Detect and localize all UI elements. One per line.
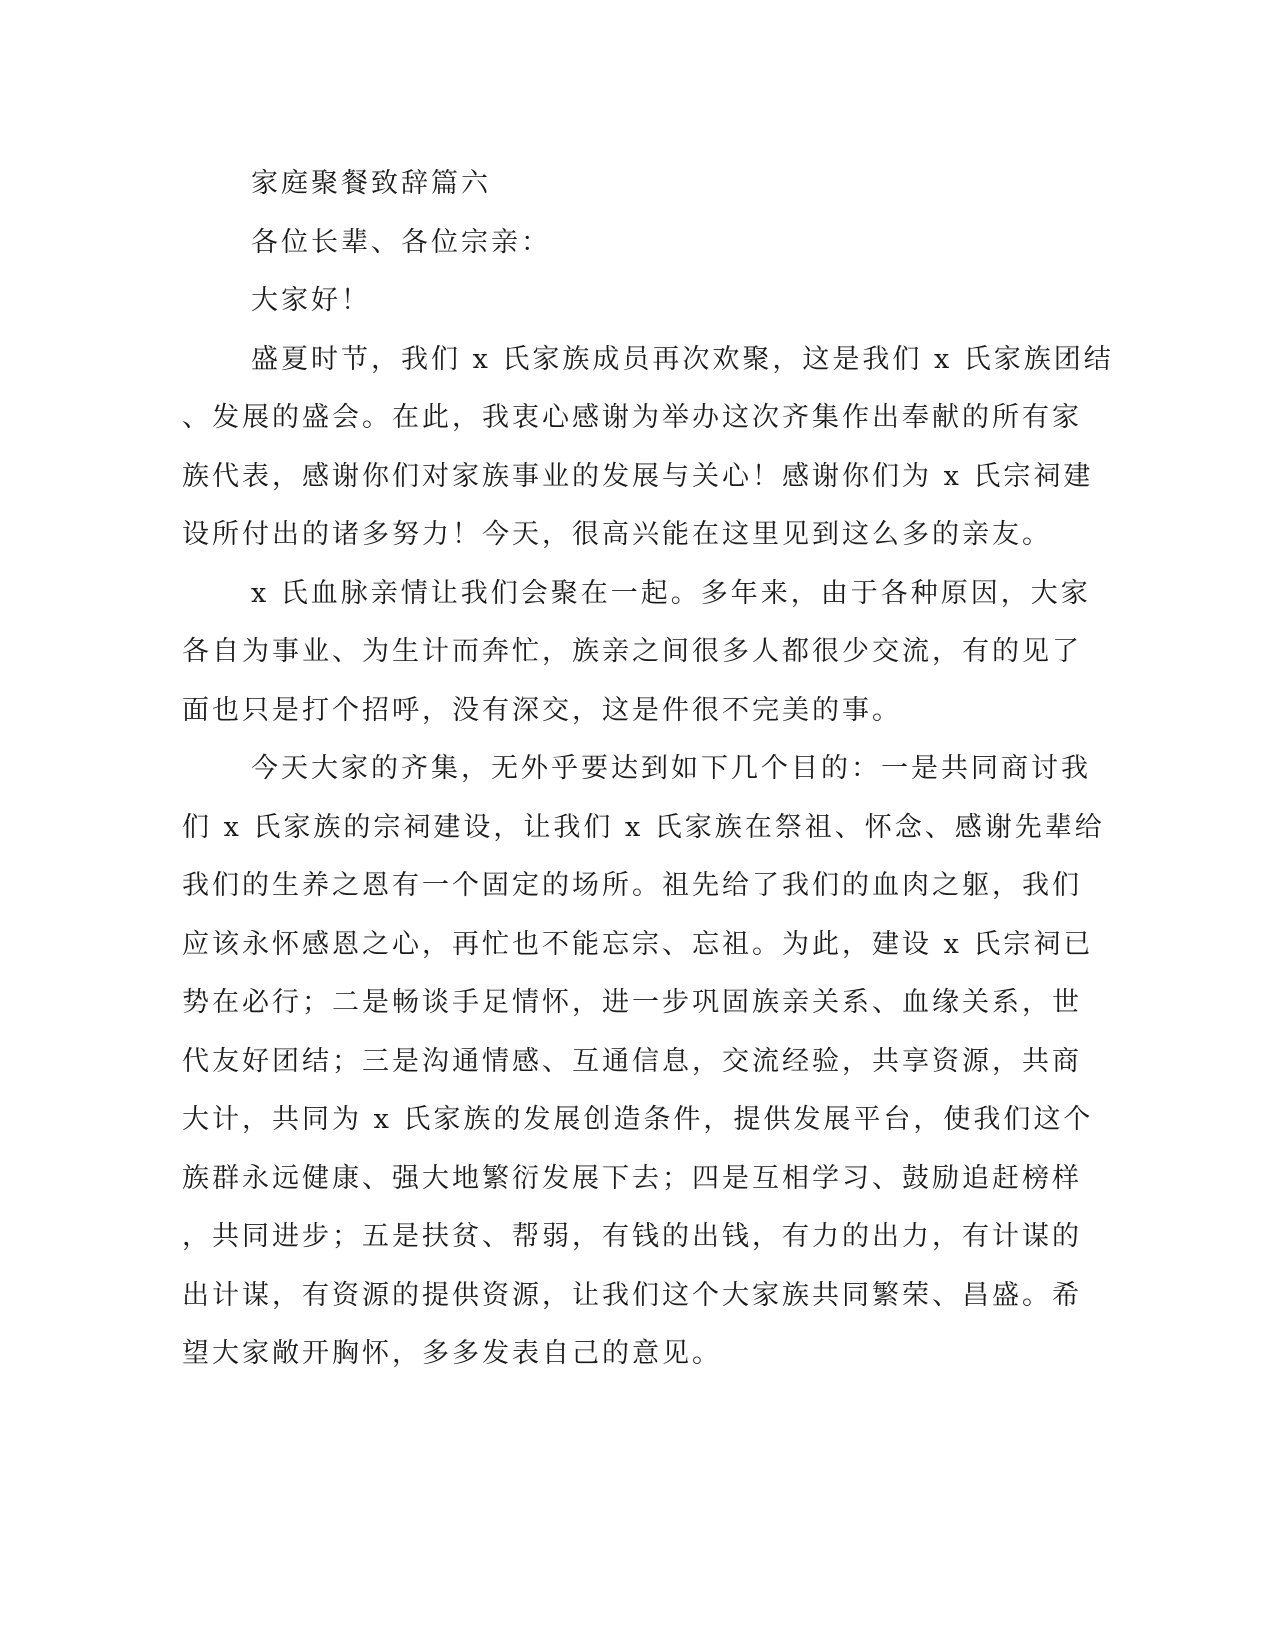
- paragraph-line: x 氏血脉亲情让我们会聚在一起。多年来，由于各种原因，大家: [251, 577, 1091, 609]
- paragraph-line: 今天大家的齐集，无外乎要达到如下几个目的：一是共同商讨我: [251, 753, 1091, 784]
- paragraph-2: [182, 565, 1091, 741]
- document-body: [182, 155, 1114, 1384]
- paragraph-line: 望大家敞开胸怀，多多发表自己的意见。: [182, 1338, 722, 1369]
- paragraph-line: 盛夏时节，我们 x 氏家族成员再次欢聚，这是我们 x 氏家族团结: [251, 343, 1114, 375]
- paragraph-line: 族代表，感谢你们对家族事业的发展与关心！感谢你们为 x 氏宗祠建: [182, 460, 1094, 492]
- paragraph-line: 各自为事业、为生计而奔忙，族亲之间很多人都很少交流，有的见了: [182, 636, 1082, 667]
- paragraph-3: [182, 740, 1105, 1384]
- paragraph-line: 族群永远健康、强大地繁衍发展下去；四是互相学习、鼓励追赶榜样: [182, 1162, 1082, 1194]
- paragraph-line: 们 x 氏家族的宗祠建设，让我们 x 氏家族在祭祖、怀念、感谢先辈给: [182, 811, 1105, 843]
- paragraph-line: 代友好团结；三是沟通情感、互通信息，交流经验，共享资源，共商: [182, 1045, 1082, 1077]
- paragraph-line: 出计谋，有资源的提供资源，让我们这个大家族共同繁荣、昌盛。希: [182, 1279, 1082, 1311]
- paragraph-line: 我们的生养之恩有一个固定的场所。祖先给了我们的血肉之躯，我们: [182, 870, 1082, 901]
- document-title: 家庭聚餐致辞篇六: [251, 168, 491, 199]
- paragraph-line: 应该永怀感恩之心，再忙也不能忘宗、忘祖。为此，建设 x 氏宗祠已: [182, 928, 1094, 960]
- paragraph-line: 设所付出的诸多努力！今天，很高兴能在这里见到这么多的亲友。: [182, 519, 1052, 550]
- hello-line: 大家好！: [251, 285, 371, 316]
- paragraph-line: 面也只是打个招呼，没有深交，这是件很不完美的事。: [182, 694, 902, 726]
- paragraph-1: [182, 331, 1114, 565]
- paragraph-line: 势在必行；二是畅谈手足情怀，进一步巩固族亲关系、血缘关系，世: [182, 987, 1082, 1018]
- paragraph-line: 大计，共同为 x 氏家族的发展创造条件，提供发展平台，使我们这个: [182, 1104, 1094, 1135]
- paragraph-line: ，共同进步；五是扶贫、帮弱，有钱的出钱，有力的出力，有计谋的: [182, 1221, 1082, 1252]
- salutation: 各位长辈、各位宗亲：: [251, 226, 551, 258]
- paragraph-line: 、发展的盛会。在此，我衷心感谢为举办这次齐集作出奉献的所有家: [182, 402, 1082, 433]
